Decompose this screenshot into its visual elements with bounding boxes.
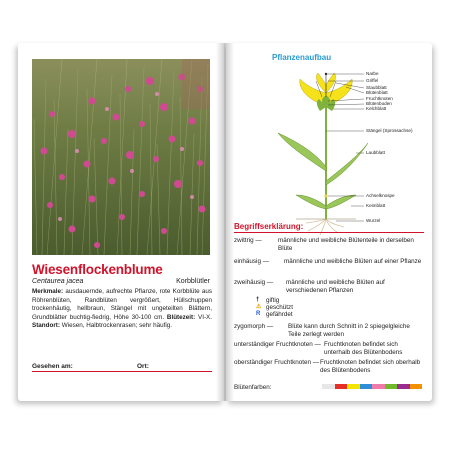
color-swatch-5 [372,384,384,389]
color-swatch-7 [397,384,409,389]
protected-icon [256,304,261,311]
poison-icon [256,297,259,304]
color-swatch-2 [335,384,347,389]
label-wurzel: Wurzel [366,218,381,223]
definition-zweihaeusig: männliche und weibliche Blüten auf verschiedenen Pflanzen [286,279,385,295]
term-zwittrig: zwittrig — [234,237,262,244]
glossary-rule [234,232,424,233]
merkmale-label: Merkmale: [32,288,64,295]
label-bluetenblatt: Blütenblatt [366,90,388,95]
definition-zwittrig: männliche und weibliche Blütenteile in derselben Blüte [278,237,414,253]
bluetezeit-label: Blütezeit: [166,313,196,321]
glossary-title: Begriffserklärung: [234,222,304,231]
term-zweihaeusig: zweihäusig — [234,279,274,286]
flower-color-swatches [310,384,422,389]
color-swatch-1 [322,384,334,389]
species-name: Wiesenflockenblume [32,262,163,277]
color-swatch-3 [347,384,359,389]
entry-line [32,371,212,372]
definition-oberstaendig: Fruchtknoten befindet sich oberhalb des Blütenbodens [320,359,421,375]
standort-text: Wiesen, Halbtrockenrasen; sehr häufig. [59,322,172,330]
plant-illustration [256,61,426,236]
label-staubblatt: Staubblatt [366,85,387,90]
label-fruchtknoten: Fruchtknoten [366,96,393,101]
label-staengel: Stängel (Sprossachse) [366,128,413,133]
bluetezeit-text: VI-X. [195,313,213,321]
color-swatch-0 [310,384,322,389]
color-swatch-8 [410,384,422,389]
species-description [32,288,212,331]
term-unterstaendig: unterständiger Fruchtknoten — [234,341,321,348]
symbol-geschuetzt: geschützt [266,304,293,311]
flower-colors-label: Blütenfarben: [234,384,272,391]
term-zygomorph: zygomorph — [234,323,274,330]
endangered-glyph: R [256,311,261,317]
symbol-gefaehrdet: gefährdet [266,311,293,318]
protected-glyph: ⚠ [256,304,262,310]
term-einhaeusig: einhäusig — [234,258,270,265]
diagram-title: Pflanzenaufbau [272,53,332,62]
standort-label: Standort: [32,322,60,330]
seen-on-label: Gesehen am: [32,363,73,370]
latin-name: Centaurea jacea [32,278,84,285]
label-kelchblatt: Kelchblatt [366,106,387,111]
label-laubblatt: Laubblatt [366,150,385,155]
label-griffel: Griffel [366,78,379,83]
symbol-giftig: giftig [266,297,280,304]
merkmale-text: ausdauernde, aufrechte Pflanze, rote Korbblüte aus Röhrenblüten, Randblüten vergrößert, Hüllschuppen trockenhäutig, hellbraun, Stängel mit ungeteilten Blättern, Grundblätter buchtig-fiedrig, Höhe 30-100 cm. [32,288,212,321]
label-achselknospe: Achselknospe [366,193,395,198]
definition-unterstaendig: Fruchtknoten befindet sich unterhalb des Blütenbodens [324,341,403,357]
right-page [226,43,432,401]
plant-family: Korbblütler [176,278,210,285]
open-booklet [18,43,432,401]
definition-einhaeusig: männliche und weibliche Blüten auf einer Pflanze [284,258,422,265]
knapweed-meadow-photo [32,59,210,255]
book-gutter [216,43,234,401]
poison-glyph: † [256,297,260,303]
definition-zygomorph: Blüte kann durch Schnitt in 2 spiegelgleiche Teile zerlegt werden [288,323,410,339]
left-page [18,43,224,401]
term-oberstaendig: oberständiger Fruchtknoten — [234,359,320,366]
label-bluetenboden: Blütenboden [366,101,392,106]
place-label: Ort: [137,363,149,370]
label-narbe: Narbe [366,71,379,76]
color-swatch-6 [385,384,397,389]
color-swatch-4 [360,384,372,389]
plant-structure-diagram [256,61,426,236]
endangered-icon [256,311,260,318]
label-keimblatt: Keimblatt [366,203,386,208]
